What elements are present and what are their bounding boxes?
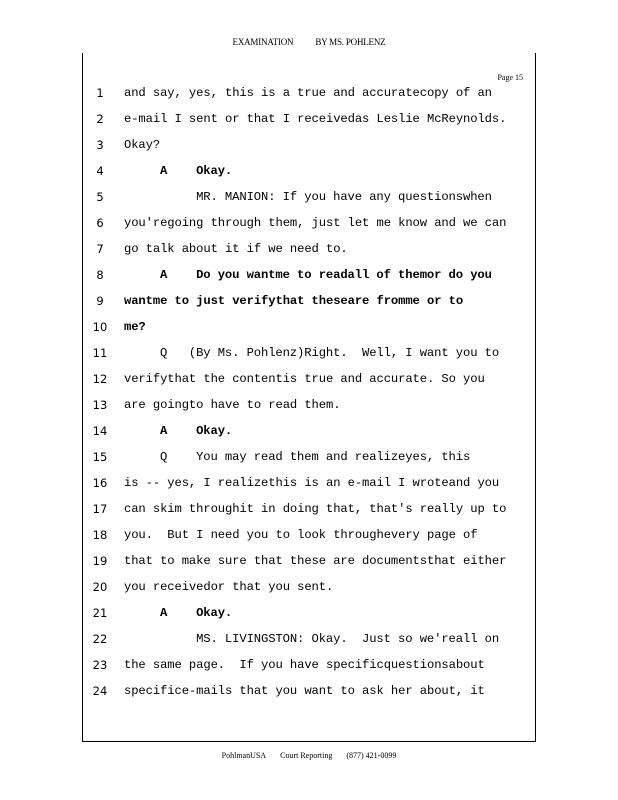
- page-footer: [0, 751, 618, 760]
- line-text: you. But I need you to look throughevery page of: [124, 528, 478, 542]
- header-section: EXAMINATION: [232, 37, 294, 47]
- transcript-line: [0, 212, 618, 238]
- line-text: me?: [124, 320, 146, 334]
- line-text: and say, yes, this is a true and accuratecopy of an: [124, 86, 492, 100]
- transcript-line: [0, 472, 618, 498]
- line-text: wantme to just verifythat theseare fromme or to: [124, 294, 464, 308]
- transcript-line: [0, 342, 618, 368]
- transcript-line: [0, 576, 618, 602]
- line-text: verifythat the contentis true and accurate. So you: [124, 372, 485, 386]
- line-number: 22: [92, 632, 108, 646]
- line-number: 21: [92, 606, 108, 620]
- transcript-line: [0, 446, 618, 472]
- transcript-line: [0, 186, 618, 212]
- transcript-line: [0, 108, 618, 134]
- line-number: 11: [92, 346, 108, 360]
- transcript-line: [0, 680, 618, 706]
- line-number: 10: [92, 320, 108, 334]
- page-number: Page 15: [497, 73, 523, 82]
- transcript-line: [0, 368, 618, 394]
- line-number: 24: [92, 684, 108, 698]
- line-text: A Okay.: [160, 164, 233, 178]
- transcript-line: [0, 238, 618, 264]
- transcript-line: [0, 654, 618, 680]
- line-number: 1: [96, 86, 104, 100]
- line-number: 3: [96, 138, 104, 152]
- footer-service: Court Reporting: [280, 751, 333, 760]
- line-number: 9: [96, 294, 104, 308]
- line-number: 7: [96, 242, 104, 256]
- line-number: 14: [92, 424, 108, 438]
- transcript-line: [0, 498, 618, 524]
- line-number: 20: [92, 580, 108, 594]
- line-text: A Do you wantme to readall of themor do you: [160, 268, 492, 282]
- transcript-line: [0, 82, 618, 108]
- line-text: the same page. If you have specificquestionsabout: [124, 658, 485, 672]
- line-text: you'regoing through them, just let me know and we can: [124, 216, 507, 230]
- transcript-line: [0, 160, 618, 186]
- line-number: 17: [92, 502, 108, 516]
- line-text: A Okay.: [160, 606, 233, 620]
- transcript-line: [0, 550, 618, 576]
- line-number: 19: [92, 554, 108, 568]
- line-number: 5: [96, 190, 104, 204]
- line-number: 18: [92, 528, 108, 542]
- line-text: MR. MANION: If you have any questionswhen: [160, 190, 492, 204]
- line-text: Okay?: [124, 138, 161, 152]
- line-number: 6: [96, 216, 104, 230]
- footer-phone: (877) 421-0099: [346, 751, 397, 760]
- line-number: 8: [96, 268, 104, 282]
- page-header: [0, 37, 618, 47]
- line-number: 15: [92, 450, 108, 464]
- line-text: e-mail I sent or that I receivedas Leslie McReynolds.: [124, 112, 507, 126]
- line-text: Q (By Ms. Pohlenz)Right. Well, I want you to: [160, 346, 500, 360]
- line-number: 13: [92, 398, 108, 412]
- line-text: are goingto have to read them.: [124, 398, 341, 412]
- line-number: 12: [92, 372, 108, 386]
- transcript-line: [0, 290, 618, 316]
- line-text: that to make sure that these are documentsthat either: [124, 554, 507, 568]
- line-number: 4: [96, 164, 104, 178]
- line-text: A Okay.: [160, 424, 233, 438]
- line-text: specifice-mails that you want to ask her about, it: [124, 684, 485, 698]
- line-text: can skim throughit in doing that, that's really up to: [124, 502, 507, 516]
- line-text: Q You may read them and realizeyes, this: [160, 450, 471, 464]
- transcript-line: [0, 420, 618, 446]
- line-number: 2: [96, 112, 104, 126]
- line-text: you receivedor that you sent.: [124, 580, 334, 594]
- transcript-line: [0, 602, 618, 628]
- transcript-line: [0, 524, 618, 550]
- line-text: is -- yes, I realizethis is an e-mail I wroteand you: [124, 476, 500, 490]
- line-number: 23: [92, 658, 108, 672]
- transcript-line: [0, 394, 618, 420]
- line-text: MS. LIVINGSTON: Okay. Just so we'reall on: [160, 632, 500, 646]
- transcript-line: [0, 628, 618, 654]
- line-number: 16: [92, 476, 108, 490]
- line-text: go talk about it if we need to.: [124, 242, 348, 256]
- transcript-line: [0, 264, 618, 290]
- transcript-line: [0, 316, 618, 342]
- transcript-line: [0, 134, 618, 160]
- header-examiner: BY MS. POHLENZ: [315, 37, 386, 47]
- footer-company: PohlmanUSA: [221, 751, 267, 760]
